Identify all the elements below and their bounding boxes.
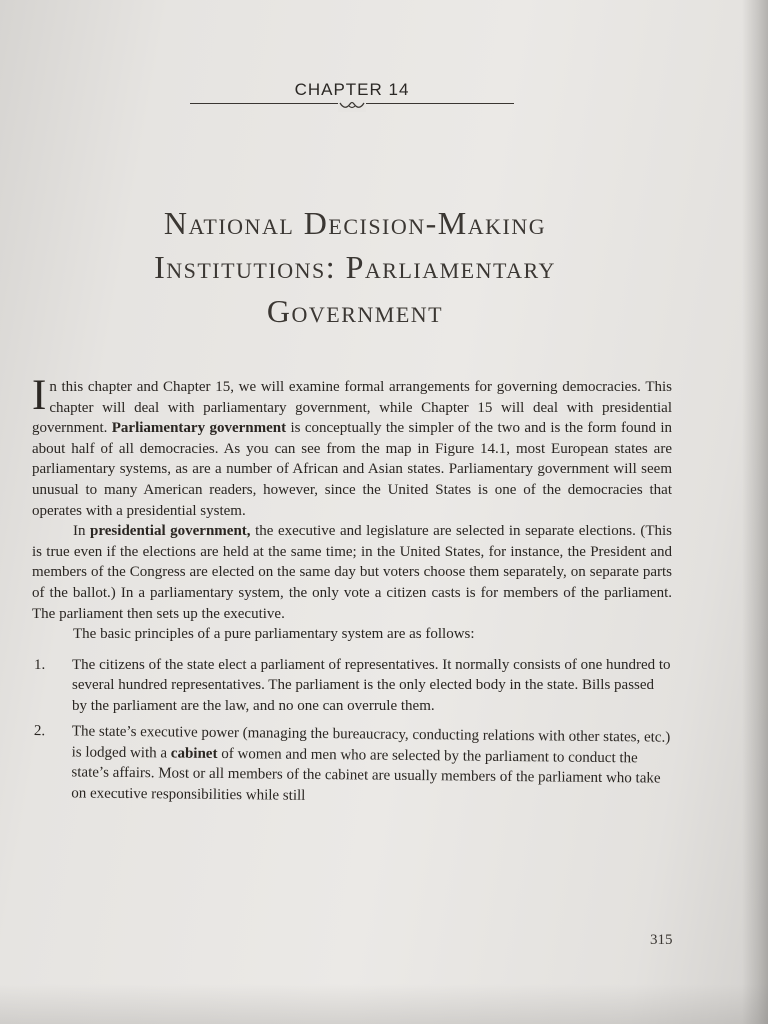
list-number: 1. xyxy=(34,656,46,673)
chapter-label: CHAPTER 14 xyxy=(294,80,410,99)
list-item xyxy=(31,721,672,810)
page-edge-shadow xyxy=(742,0,768,1024)
list-item-text-part: The state’s executive power (managing the bureaucracy, conducting relations with other states, etc.) is lodged with a xyxy=(71,722,671,761)
paragraph-presidential xyxy=(32,521,672,624)
paragraph-text: is conceptually the simpler of the two and is the form found in about half of all democracies. As you can see from the map in Figure 14.1, most European states are parliamentary systems, as are a number of African and Asian states. Parliamentary government will seem unusual to many American readers, however, since the United States is one of the democracies that operates with a presidential system. xyxy=(32,420,672,519)
chapter-title-line: Government xyxy=(266,293,444,330)
list-item-text xyxy=(71,721,672,810)
paragraph-text: the executive and legislature are selected in separate elections. (This is true even if the elections are held at the same time; in the United States, for instance, the President and members of the Congress are elected on the same day but voters choose them separately, on separate parts of the ballot.) In a parliamentary system, the only vote a citizen casts is for members of the parliament. The parliament then sets up the executive. xyxy=(32,523,673,622)
chapter-title-line: Institutions: Parliamentary xyxy=(154,249,556,286)
paragraph-principles-intro xyxy=(32,624,672,645)
key-term: Parliamentary government xyxy=(111,420,287,437)
list-number: 2. xyxy=(33,722,46,739)
paragraph-text: n this chapter and Chapter 15, we will examine formal arrangements for governing democracies. This chapter will deal with parliamentary government, while Chapter 15 will deal with presidential government. xyxy=(32,379,672,437)
page-number: 315 xyxy=(650,932,673,948)
drop-cap: I xyxy=(32,372,47,419)
key-term: presidential government, xyxy=(90,523,251,540)
paragraph-intro xyxy=(32,372,672,521)
chapter-title xyxy=(100,201,610,333)
ornament-flourish-icon xyxy=(338,100,366,112)
chapter-title-line: National Decision-Making xyxy=(163,205,547,242)
key-term: cabinet xyxy=(170,744,218,762)
principles-list xyxy=(32,655,672,803)
paragraph-text: The basic principles of a pure parliamentary system are as follows: xyxy=(73,626,475,643)
paragraph-text: In xyxy=(73,523,91,540)
list-item-text-part: of women and men who are selected by the parliament to conduct the state’s affairs. Most or all members of the cabinet are usually members of the parliament who take on executive responsibilities while still xyxy=(71,745,661,804)
body-text xyxy=(32,372,673,807)
list-item xyxy=(32,655,672,717)
list-item-text: The citizens of the state elect a parliament of representatives. It normally consists of one hundred to several hundred representatives. The parliament is the only elected body in the state. Bills passed by the parliament are the law, and no one can overrule them. xyxy=(72,656,671,714)
page-bottom-shadow xyxy=(0,984,768,1024)
